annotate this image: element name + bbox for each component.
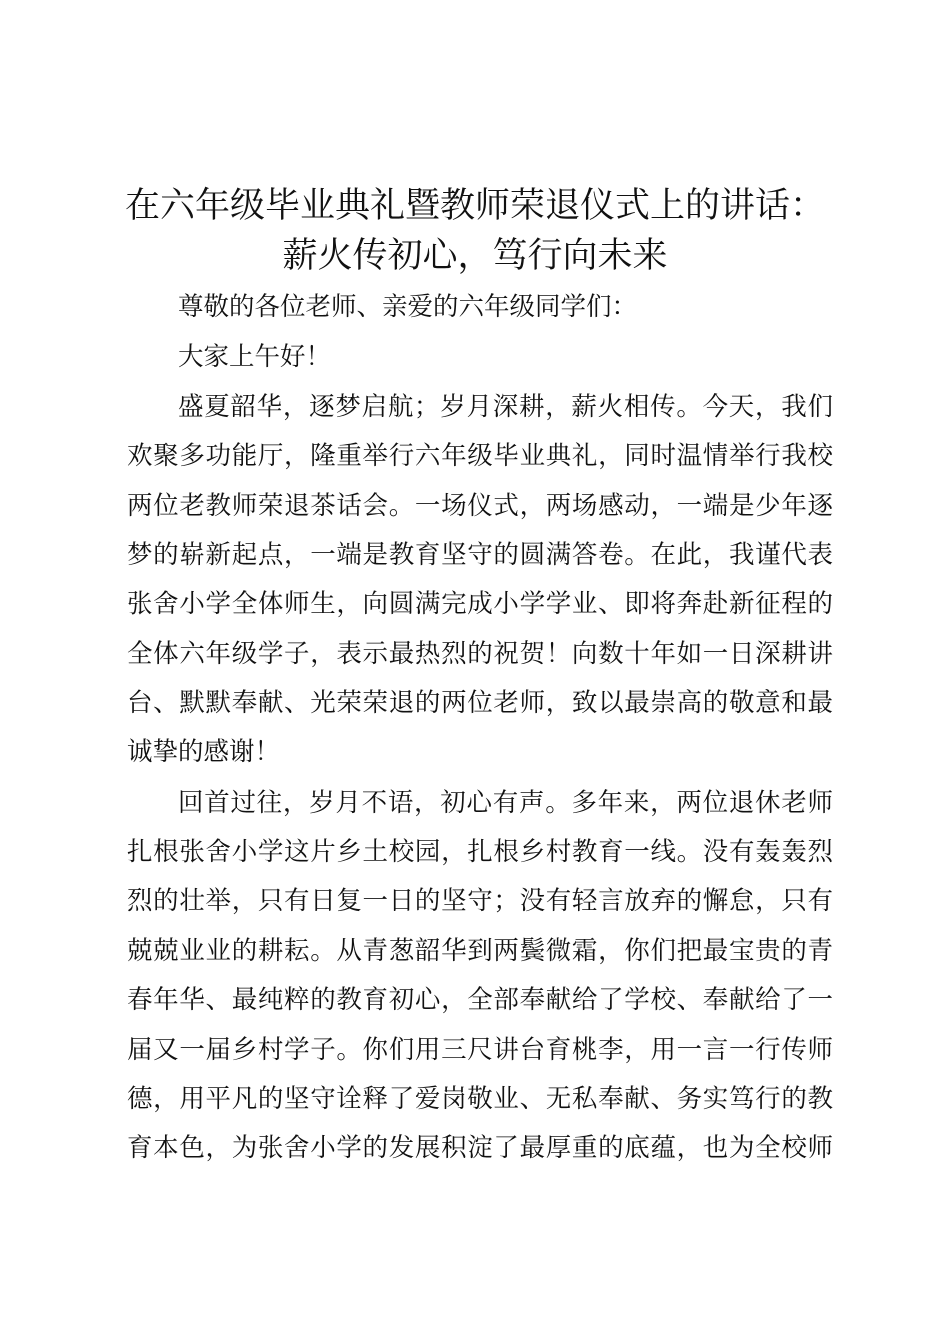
paragraph-1-line: 台、默默奉献、光荣荣退的两位老师，致以最崇高的敬意和最: [127, 688, 833, 718]
paragraph-2-line: 回首过往，岁月不语，初心有声。多年来，两位退休老师: [178, 788, 833, 818]
paragraph-2-line: 春年华、最纯粹的教育初心，全部奉献给了学校、奉献给了一: [127, 985, 833, 1015]
paragraph-1-line: 盛夏韶华，逐梦启航；岁月深耕，薪火相传。今天，我们: [178, 392, 833, 422]
paragraph-1-line: 全体六年级学子，表示最热烈的祝贺！向数十年如一日深耕讲: [127, 639, 833, 669]
paragraph-2-line: 德，用平凡的坚守诠释了爱岗敬业、无私奉献、务实笃行的教: [127, 1084, 833, 1114]
paragraph-2-line: 扎根张舍小学这片乡土校园，扎根乡村教育一线。没有轰轰烈: [127, 837, 833, 867]
paragraph-1-line: 两位老教师荣退茶话会。一场仪式，两场感动，一端是少年逐: [127, 491, 833, 521]
document-title-line-1: 在六年级毕业典礼暨教师荣退仪式上的讲话：: [124, 186, 825, 226]
document-title-line-2: 薪火传初心，笃行向未来: [282, 236, 668, 276]
paragraph-1-line: 张舍小学全体师生，向圆满完成小学学业、即将奔赴新征程的: [127, 589, 833, 619]
paragraph-1-line: 诚挚的感谢！: [127, 737, 281, 767]
paragraph-1-line: 梦的崭新起点，一端是教育坚守的圆满答卷。在此，我谨代表: [127, 540, 833, 570]
greeting-line: 大家上午好！: [178, 342, 332, 372]
salutation-line: 尊敬的各位老师、亲爱的六年级同学们：: [178, 292, 638, 322]
paragraph-1-line: 欢聚多功能厅，隆重举行六年级毕业典礼，同时温情举行我校: [127, 441, 833, 471]
paragraph-2-line: 届又一届乡村学子。你们用三尺讲台育桃李，用一言一行传师: [127, 1035, 833, 1065]
paragraph-2-line: 育本色，为张舍小学的发展积淀了最厚重的底蕴，也为全校师: [127, 1133, 833, 1163]
paragraph-2-line: 烈的壮举，只有日复一日的坚守；没有轻言放弃的懈怠，只有: [127, 886, 833, 916]
paragraph-2-line: 兢兢业业的耕耘。从青葱韶华到两鬓微霜，你们把最宝贵的青: [127, 936, 833, 966]
